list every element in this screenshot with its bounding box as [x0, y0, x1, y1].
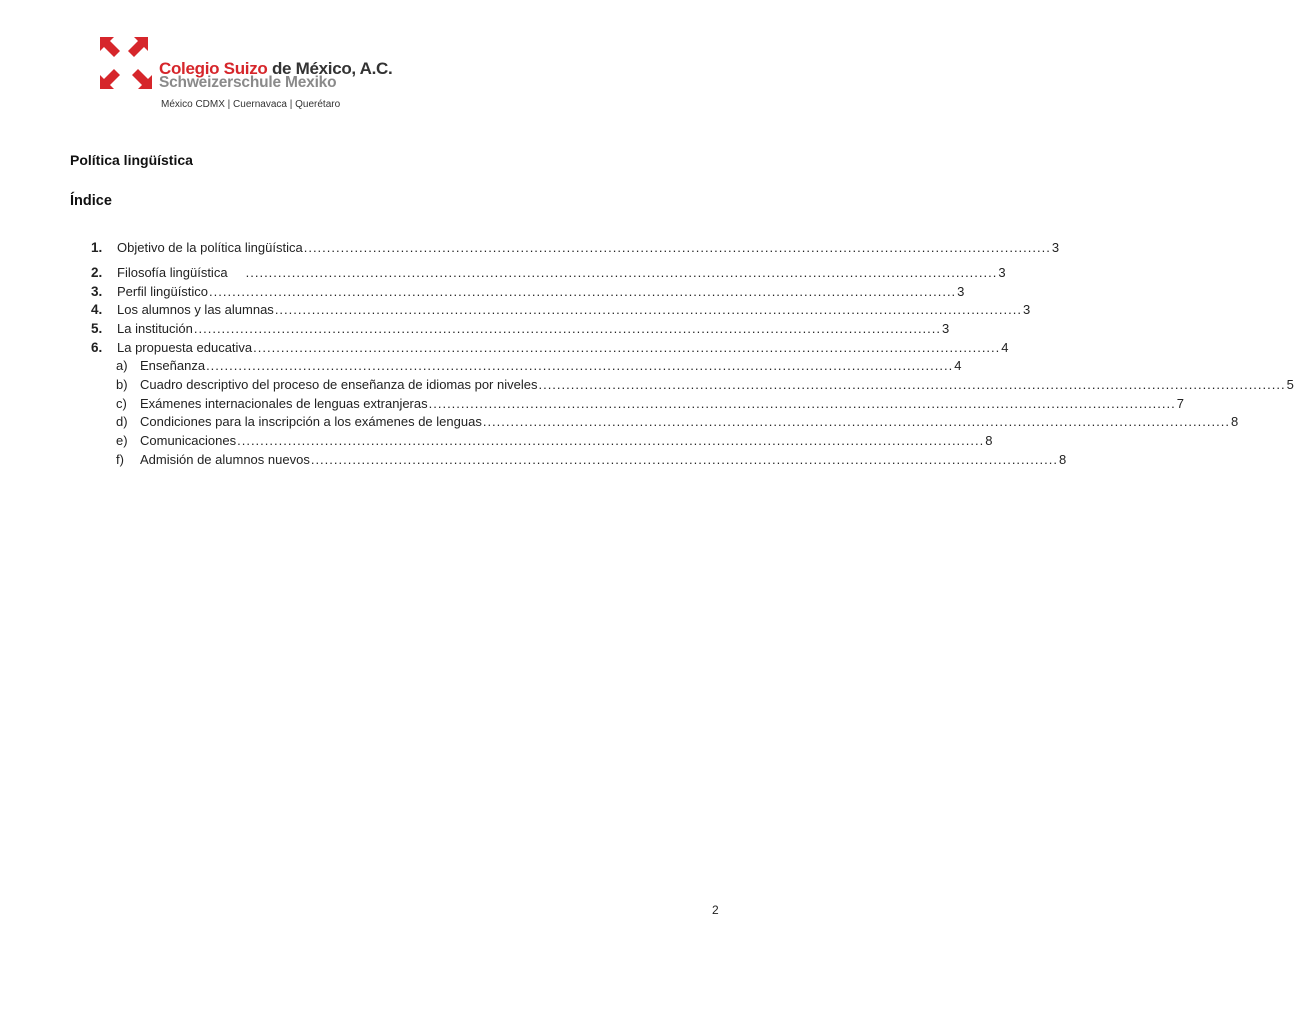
toc-number: 3.: [91, 284, 103, 299]
four-red-arrows-logo-icon: [94, 31, 158, 95]
index-heading: Índice: [70, 193, 112, 209]
toc-line: [117, 283, 965, 301]
page-number: 2: [712, 903, 719, 917]
toc-letter: b): [116, 377, 128, 392]
toc-leader-dots: ..................................................................................................................................................................: [303, 240, 1051, 255]
toc-entry[interactable]: [0, 239, 1060, 257]
toc-letter: a): [116, 358, 128, 373]
toc-number: 6.: [91, 340, 103, 355]
toc-line: [117, 339, 1009, 357]
toc-text: Objetivo de la política lingüística: [117, 240, 303, 255]
toc-line: [140, 413, 1239, 431]
school-logo: [94, 31, 394, 110]
toc-leader-dots: ..................................................................................................................................................................: [253, 340, 1001, 355]
toc-page-number: 3: [957, 284, 965, 299]
toc-letter: d): [116, 414, 128, 429]
toc-line: [140, 395, 1184, 413]
toc-leader-dots: ..................................................................................................................................................................: [193, 321, 942, 336]
toc-line: [140, 376, 1294, 394]
toc-number: 4.: [91, 302, 103, 317]
toc-page-number: 3: [1051, 240, 1060, 255]
toc-entry[interactable]: [0, 395, 1184, 413]
school-name-german: Schweizerschule Mexiko: [159, 74, 337, 91]
toc-entry[interactable]: [0, 432, 993, 450]
toc-page-number: 4: [1001, 340, 1009, 355]
toc-entry[interactable]: [0, 376, 1294, 394]
document-title: Política lingüística: [70, 152, 193, 168]
toc-entry[interactable]: [0, 283, 965, 301]
toc-page-number: 7: [1176, 396, 1184, 411]
toc-page-number: 3: [998, 265, 1006, 280]
toc-text: La propuesta educativa: [117, 340, 253, 355]
toc-entry[interactable]: [0, 320, 950, 338]
toc-text: Cuadro descriptivo del proceso de enseñanza de idiomas por niveles: [140, 377, 538, 392]
toc-number: 2.: [91, 265, 103, 280]
toc-number: 5.: [91, 321, 103, 336]
toc-line: [117, 239, 1060, 257]
toc-entry[interactable]: [0, 301, 1031, 319]
toc-text: Enseñanza: [140, 358, 206, 373]
toc-page-number: 3: [1022, 302, 1031, 317]
toc-text: La institución: [117, 321, 193, 336]
toc-page-number: 8: [1058, 452, 1067, 467]
toc-page-number: 5: [1286, 377, 1294, 392]
toc-leader-dots: ..................................................................................................................................................................: [482, 414, 1230, 429]
toc-leader-dots: ..................................................................................................................................................................: [250, 265, 998, 280]
toc-line: [117, 264, 1006, 282]
toc-line: [140, 432, 993, 450]
toc-line: [117, 301, 1031, 319]
toc-text: Admisión de alumnos nuevos: [140, 452, 310, 467]
school-locations: México CDMX | Cuernavaca | Querétaro: [161, 99, 341, 110]
toc-letter: c): [116, 396, 127, 411]
toc-text: Perfil lingüístico: [117, 284, 209, 299]
toc-leader-dots: ..................................................................................................................................................................: [538, 377, 1286, 392]
toc-letter: f): [116, 452, 124, 467]
toc-leader-dots: ..................................................................................................................................................................: [428, 396, 1176, 411]
toc-line: [140, 451, 1067, 469]
toc-text: Filosofía lingüística .: [117, 265, 250, 280]
toc-text: Exámenes internacionales de lenguas extranjeras: [140, 396, 428, 411]
toc-page-number: 4: [954, 358, 962, 373]
toc-letter: e): [116, 433, 128, 448]
toc-text: Los alumnos y las alumnas: [117, 302, 274, 317]
toc-entry[interactable]: [0, 413, 1239, 431]
toc-line: [140, 357, 962, 375]
toc-entry[interactable]: [0, 357, 962, 375]
toc-leader-dots: ..................................................................................................................................................................: [237, 433, 985, 448]
toc-leader-dots: ..................................................................................................................................................................: [206, 358, 954, 373]
toc-entry[interactable]: [0, 451, 1067, 469]
toc-entry[interactable]: [0, 264, 1006, 282]
school-name-red: Colegio Suizo: [159, 59, 268, 78]
toc-page-number: 8: [985, 433, 993, 448]
toc-line: [117, 320, 950, 338]
toc-entry[interactable]: [0, 339, 1009, 357]
toc-leader-dots: ..................................................................................................................................................................: [274, 302, 1022, 317]
toc-page-number: 3: [942, 321, 950, 336]
toc-text: Condiciones para la inscripción a los exámenes de lenguas: [140, 414, 482, 429]
school-name-dark: de México, A.C.: [271, 59, 393, 78]
toc-text: Comunicaciones: [140, 433, 237, 448]
toc-leader-dots: ..................................................................................................................................................................: [310, 452, 1058, 467]
toc-page-number: 8: [1230, 414, 1239, 429]
toc-leader-dots: ..................................................................................................................................................................: [209, 284, 957, 299]
toc-number: 1.: [91, 240, 103, 255]
